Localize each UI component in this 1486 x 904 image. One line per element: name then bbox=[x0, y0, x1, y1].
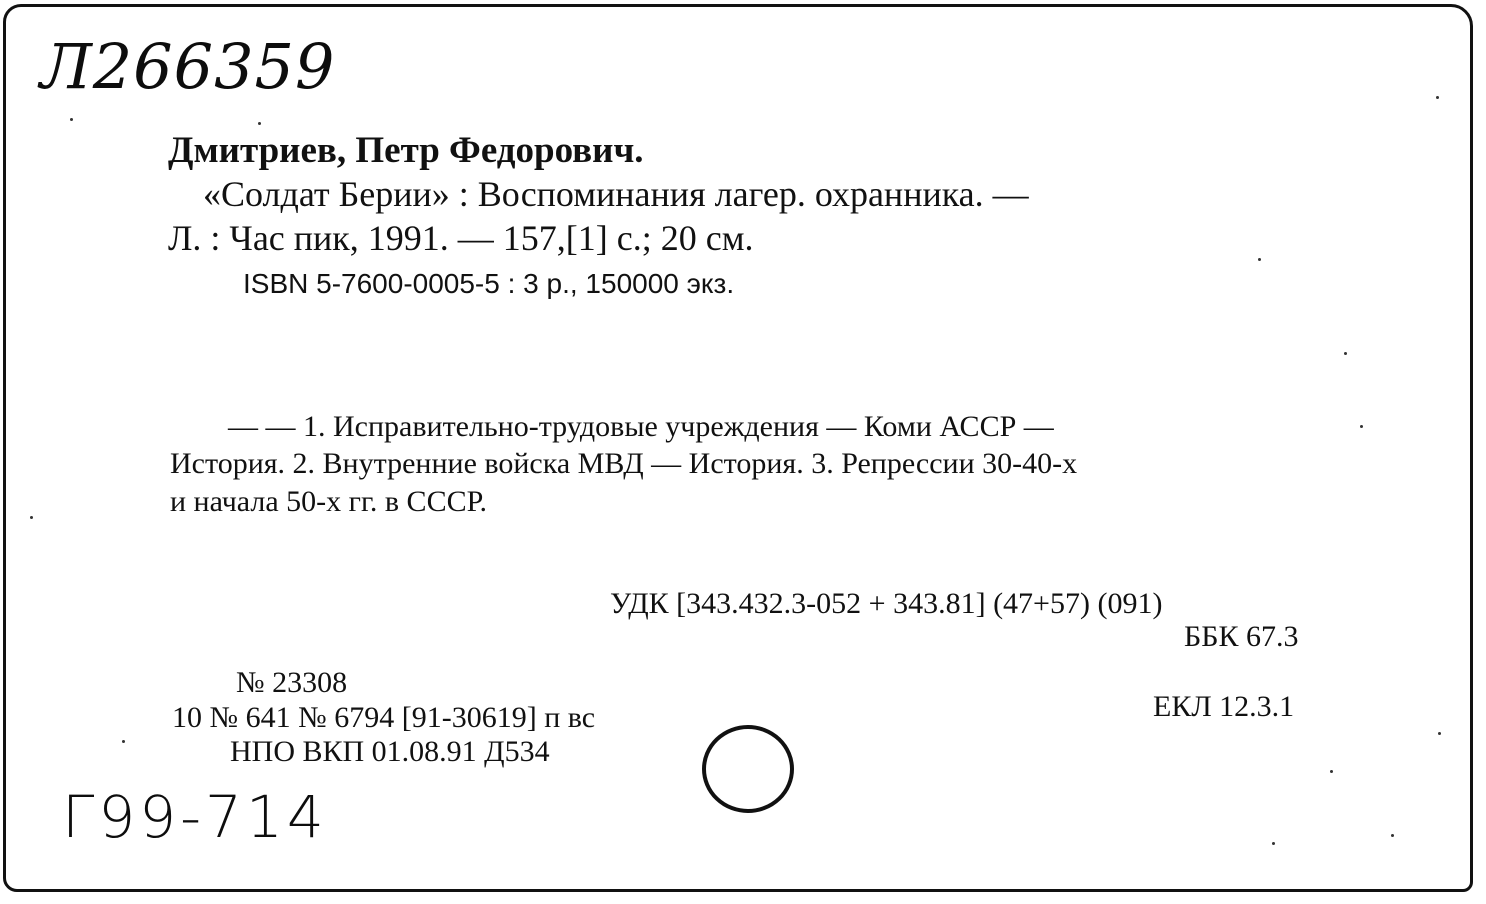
print-line-2: НПО ВКП 01.08.91 Д534 bbox=[230, 735, 550, 768]
speck bbox=[1330, 770, 1333, 773]
ekl-code: ЕКЛ 12.3.1 bbox=[1153, 690, 1295, 723]
subject-line-2: История. 2. Внутренние войска МВД — История. 3. Репрессии 30-40-х bbox=[170, 447, 1078, 480]
speck bbox=[70, 118, 73, 121]
speck bbox=[1438, 732, 1441, 735]
author-heading: Дмитриев, Петр Федорович. bbox=[168, 130, 644, 171]
subject-line-1: — — 1. Исправительно-трудовые учреждения — Коми АССР — bbox=[228, 410, 1054, 443]
speck bbox=[1436, 96, 1439, 99]
speck bbox=[122, 740, 125, 743]
subject-line-3: и начала 50-х гг. в СССР. bbox=[170, 485, 488, 518]
speck bbox=[30, 516, 33, 519]
card-number: № 23308 bbox=[236, 666, 348, 699]
bbk-code: ББК 67.3 bbox=[1184, 620, 1299, 653]
inventory-number-handwritten: Л266359 bbox=[40, 30, 336, 103]
isbn-line: ISBN 5-7600-0005-5 : 3 р., 150000 экз. bbox=[243, 268, 735, 299]
punch-hole-circle bbox=[700, 722, 800, 818]
speck bbox=[258, 122, 261, 125]
speck bbox=[1344, 352, 1347, 355]
print-line-1: 10 № 641 № 6794 [91-30619] п вс bbox=[172, 701, 596, 734]
speck bbox=[1258, 258, 1261, 261]
speck bbox=[1272, 842, 1275, 845]
speck bbox=[1391, 834, 1394, 837]
title-line-2: Л. : Час пик, 1991. — 157,[1] с.; 20 см. bbox=[168, 218, 754, 258]
shelf-mark-handwritten: Г99-714 bbox=[62, 783, 328, 851]
udk-code: УДК [343.432.3-052 + 343.81] (47+57) (091) bbox=[610, 587, 1163, 620]
title-line-1: «Солдат Берии» : Воспоминания лагер. охранника. — bbox=[203, 174, 1029, 214]
speck bbox=[1360, 425, 1363, 428]
